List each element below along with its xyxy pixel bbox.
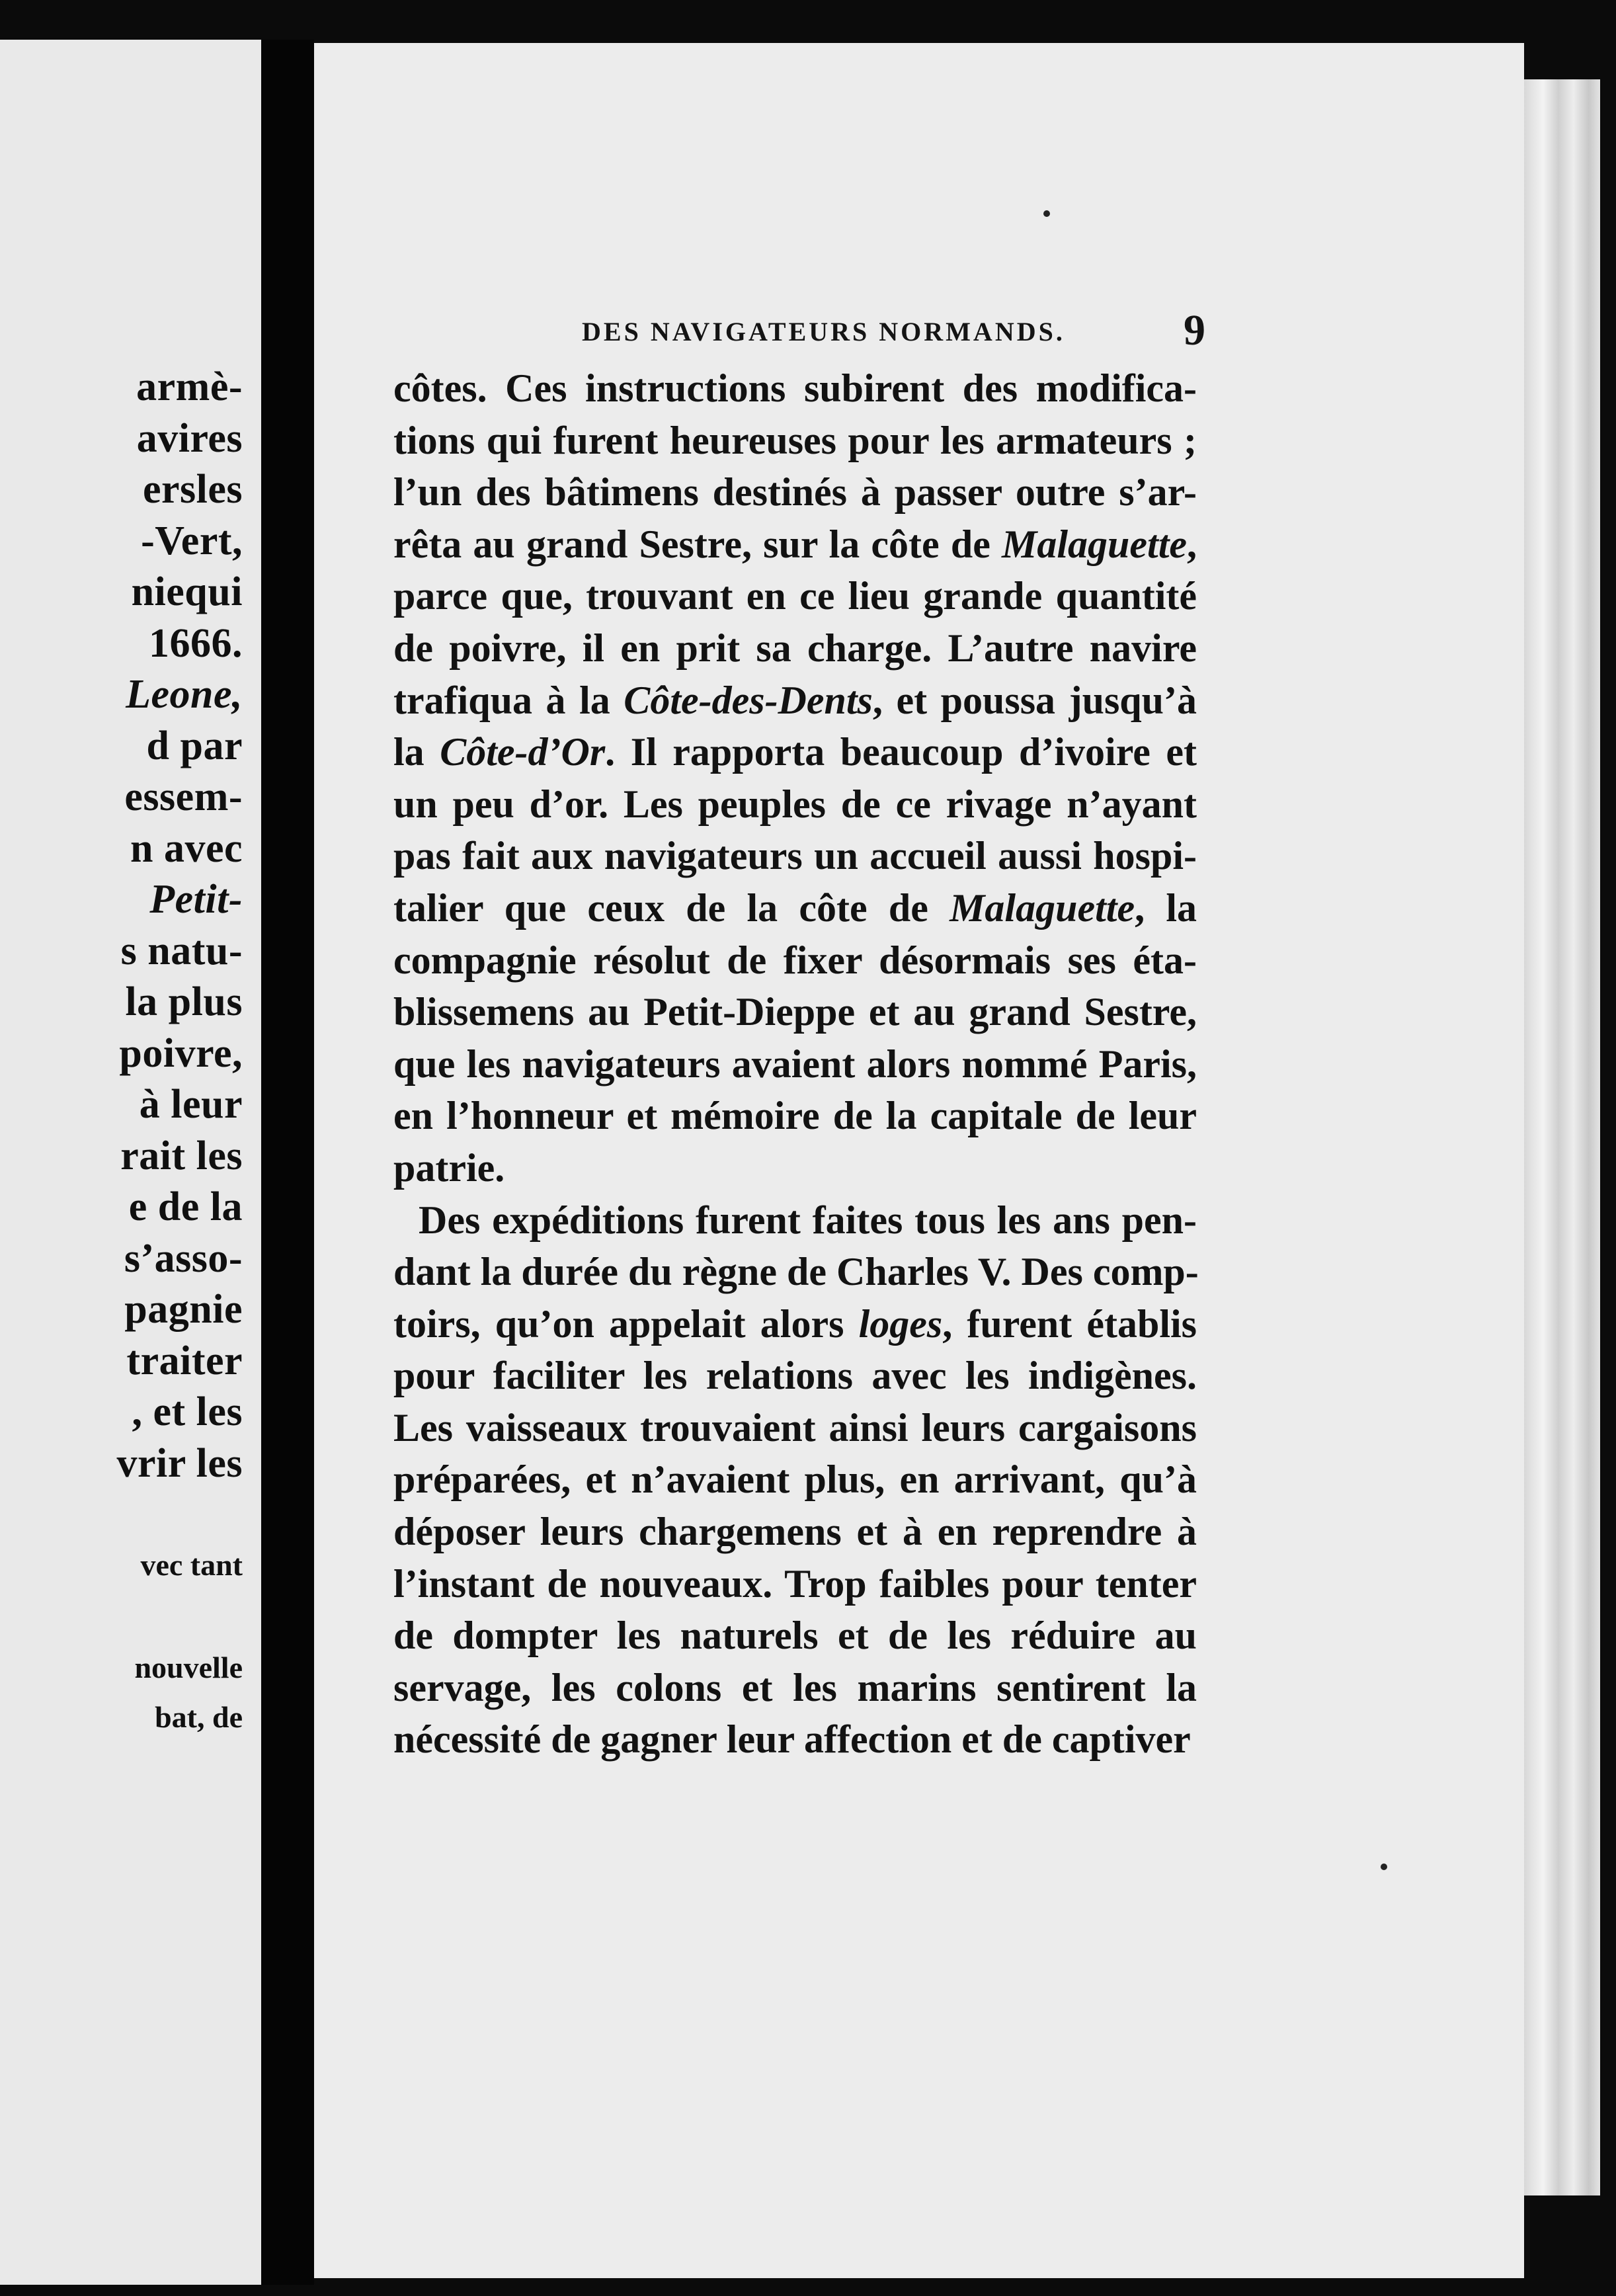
left-page bbox=[0, 40, 261, 2285]
text-line bbox=[393, 986, 1197, 1038]
text-line bbox=[393, 830, 1197, 882]
book-gutter bbox=[261, 40, 314, 2285]
text-segment: l’instant de nouveaux. Trop faibles pour tenter bbox=[393, 1561, 1197, 1606]
left-page-line: s’asso- bbox=[124, 1235, 243, 1281]
text-segment: , furent établis bbox=[942, 1301, 1197, 1346]
text-segment: déposer leurs chargemens et à en reprendre à bbox=[393, 1510, 1197, 1554]
left-page-footnote-line: nouvelle bbox=[134, 1651, 243, 1684]
text-line bbox=[393, 1454, 1197, 1506]
page-number: 9 bbox=[1184, 306, 1205, 354]
paragraph-2 bbox=[393, 1194, 1197, 1766]
italic-place-name: Côte-des-Dents bbox=[624, 678, 873, 722]
text-segment: tions qui furent heureuses pour les armateurs ; bbox=[393, 418, 1197, 462]
left-page-line: s natu- bbox=[120, 928, 243, 973]
text-line bbox=[393, 934, 1197, 987]
text-segment: en l’honneur et mémoire de la capitale de leur bbox=[393, 1094, 1197, 1138]
left-page-line: à leur bbox=[139, 1082, 243, 1127]
italic-place-name: loges bbox=[858, 1301, 943, 1346]
left-page-line: , et les bbox=[132, 1389, 243, 1434]
left-page-line: essem- bbox=[124, 774, 243, 819]
text-line bbox=[393, 622, 1197, 675]
text-segment: , la bbox=[1135, 885, 1197, 930]
text-line bbox=[393, 726, 1197, 778]
text-segment: blissemens au Petit-Dieppe et au grand Sestre, bbox=[393, 990, 1197, 1034]
text-line bbox=[393, 1142, 1197, 1194]
text-line bbox=[393, 675, 1197, 727]
paragraph-1 bbox=[393, 362, 1197, 1194]
left-page-line: traiter bbox=[126, 1338, 243, 1383]
text-line bbox=[393, 1713, 1197, 1766]
text-segment: , bbox=[1187, 522, 1197, 566]
left-page-line: armè- bbox=[136, 364, 243, 409]
text-segment: trafiqua à la bbox=[393, 678, 624, 722]
scan-speck bbox=[1381, 1864, 1387, 1870]
text-line bbox=[393, 778, 1197, 831]
left-page-line: poivre, bbox=[119, 1030, 243, 1076]
text-segment: Les vaisseaux trouvaient ainsi leurs cargaisons bbox=[393, 1405, 1197, 1450]
left-page-line: vrir les bbox=[116, 1440, 243, 1486]
text-line bbox=[393, 1506, 1197, 1558]
left-page-line: avires bbox=[136, 415, 243, 461]
text-segment: nécessité de gagner leur affection et de captiver bbox=[393, 1717, 1191, 1762]
text-line bbox=[393, 1194, 1197, 1247]
text-segment: toirs, qu’on appelait alors bbox=[393, 1301, 859, 1346]
left-page-line: niequi bbox=[131, 569, 243, 614]
page-edges bbox=[1524, 79, 1600, 2195]
text-segment: dant la durée du règne de Charles V. Des comp- bbox=[393, 1250, 1199, 1294]
left-page-line: Leone, bbox=[126, 672, 243, 717]
italic-place-name: Côte-d’Or bbox=[440, 730, 606, 774]
text-segment: pas fait aux navigateurs un accueil aussi hospi- bbox=[393, 834, 1197, 878]
left-page-line: -Vert, bbox=[141, 518, 243, 563]
italic-place-name: Malaguette bbox=[1002, 522, 1187, 566]
body-text bbox=[393, 362, 1197, 1766]
text-segment: la bbox=[393, 730, 440, 774]
left-page-line: e de la bbox=[128, 1184, 243, 1229]
text-segment: . Il rapporta beaucoup d’ivoire et bbox=[605, 730, 1197, 774]
text-line bbox=[393, 1558, 1197, 1610]
text-segment: patrie. bbox=[393, 1145, 505, 1190]
left-page-line: Petit- bbox=[149, 877, 243, 922]
text-line bbox=[393, 570, 1197, 622]
text-segment: parce que, trouvant en ce lieu grande quantité bbox=[393, 574, 1197, 618]
text-segment: de poivre, il en prit sa charge. L’autre navire bbox=[393, 626, 1197, 670]
text-segment: l’un des bâtimens destinés à passer outre s’ar- bbox=[393, 470, 1197, 514]
text-line bbox=[393, 1246, 1197, 1298]
left-page-line: ersles bbox=[142, 467, 243, 512]
text-segment: de dompter les naturels et de les réduire au bbox=[393, 1614, 1197, 1658]
left-page-line: pagnie bbox=[124, 1287, 243, 1332]
text-line bbox=[393, 1038, 1197, 1090]
text-segment: pour faciliter les relations avec les indigènes. bbox=[393, 1354, 1197, 1398]
left-page-line: la plus bbox=[125, 979, 243, 1024]
text-line bbox=[393, 1662, 1197, 1714]
text-segment: , et poussa jusqu’à bbox=[872, 678, 1197, 722]
text-line bbox=[393, 1090, 1197, 1142]
text-line bbox=[393, 1610, 1197, 1662]
left-page-line: 1666. bbox=[149, 620, 243, 666]
text-segment: préparées, et n’avaient plus, en arrivant, qu’à bbox=[393, 1457, 1197, 1502]
text-line bbox=[393, 1350, 1197, 1402]
text-segment: servage, les colons et les marins sentirent la bbox=[393, 1665, 1197, 1709]
left-page-line: n avec bbox=[130, 825, 243, 871]
text-segment: rêta au grand Sestre, sur la côte de bbox=[393, 522, 1002, 566]
left-page-line: rait les bbox=[120, 1133, 243, 1178]
text-segment: talier que ceux de la côte de bbox=[393, 885, 950, 930]
text-segment: un peu d’or. Les peuples de ce rivage n’ayant bbox=[393, 782, 1197, 826]
text-line bbox=[393, 882, 1197, 934]
left-page-line: d par bbox=[146, 723, 243, 768]
running-head: DES NAVIGATEURS NORMANDS. bbox=[582, 317, 1065, 347]
scan-speck bbox=[1043, 210, 1050, 217]
text-segment: que les navigateurs avaient alors nommé Paris, bbox=[393, 1042, 1197, 1086]
text-line bbox=[393, 518, 1197, 571]
text-line bbox=[393, 466, 1197, 518]
italic-place-name: Malaguette bbox=[949, 885, 1135, 930]
text-line bbox=[393, 1298, 1197, 1350]
text-line bbox=[393, 1402, 1197, 1454]
left-page-footnote-line: vec tant bbox=[140, 1548, 243, 1582]
text-segment: compagnie résolut de fixer désormais ses éta- bbox=[393, 938, 1197, 982]
text-line bbox=[393, 362, 1197, 415]
text-line bbox=[393, 415, 1197, 467]
text-segment: côtes. Ces instructions subirent des modifica- bbox=[393, 366, 1197, 410]
left-page-footnote-line: bat, de bbox=[155, 1700, 243, 1734]
text-segment: Des expéditions furent faites tous les ans pen- bbox=[419, 1198, 1197, 1242]
